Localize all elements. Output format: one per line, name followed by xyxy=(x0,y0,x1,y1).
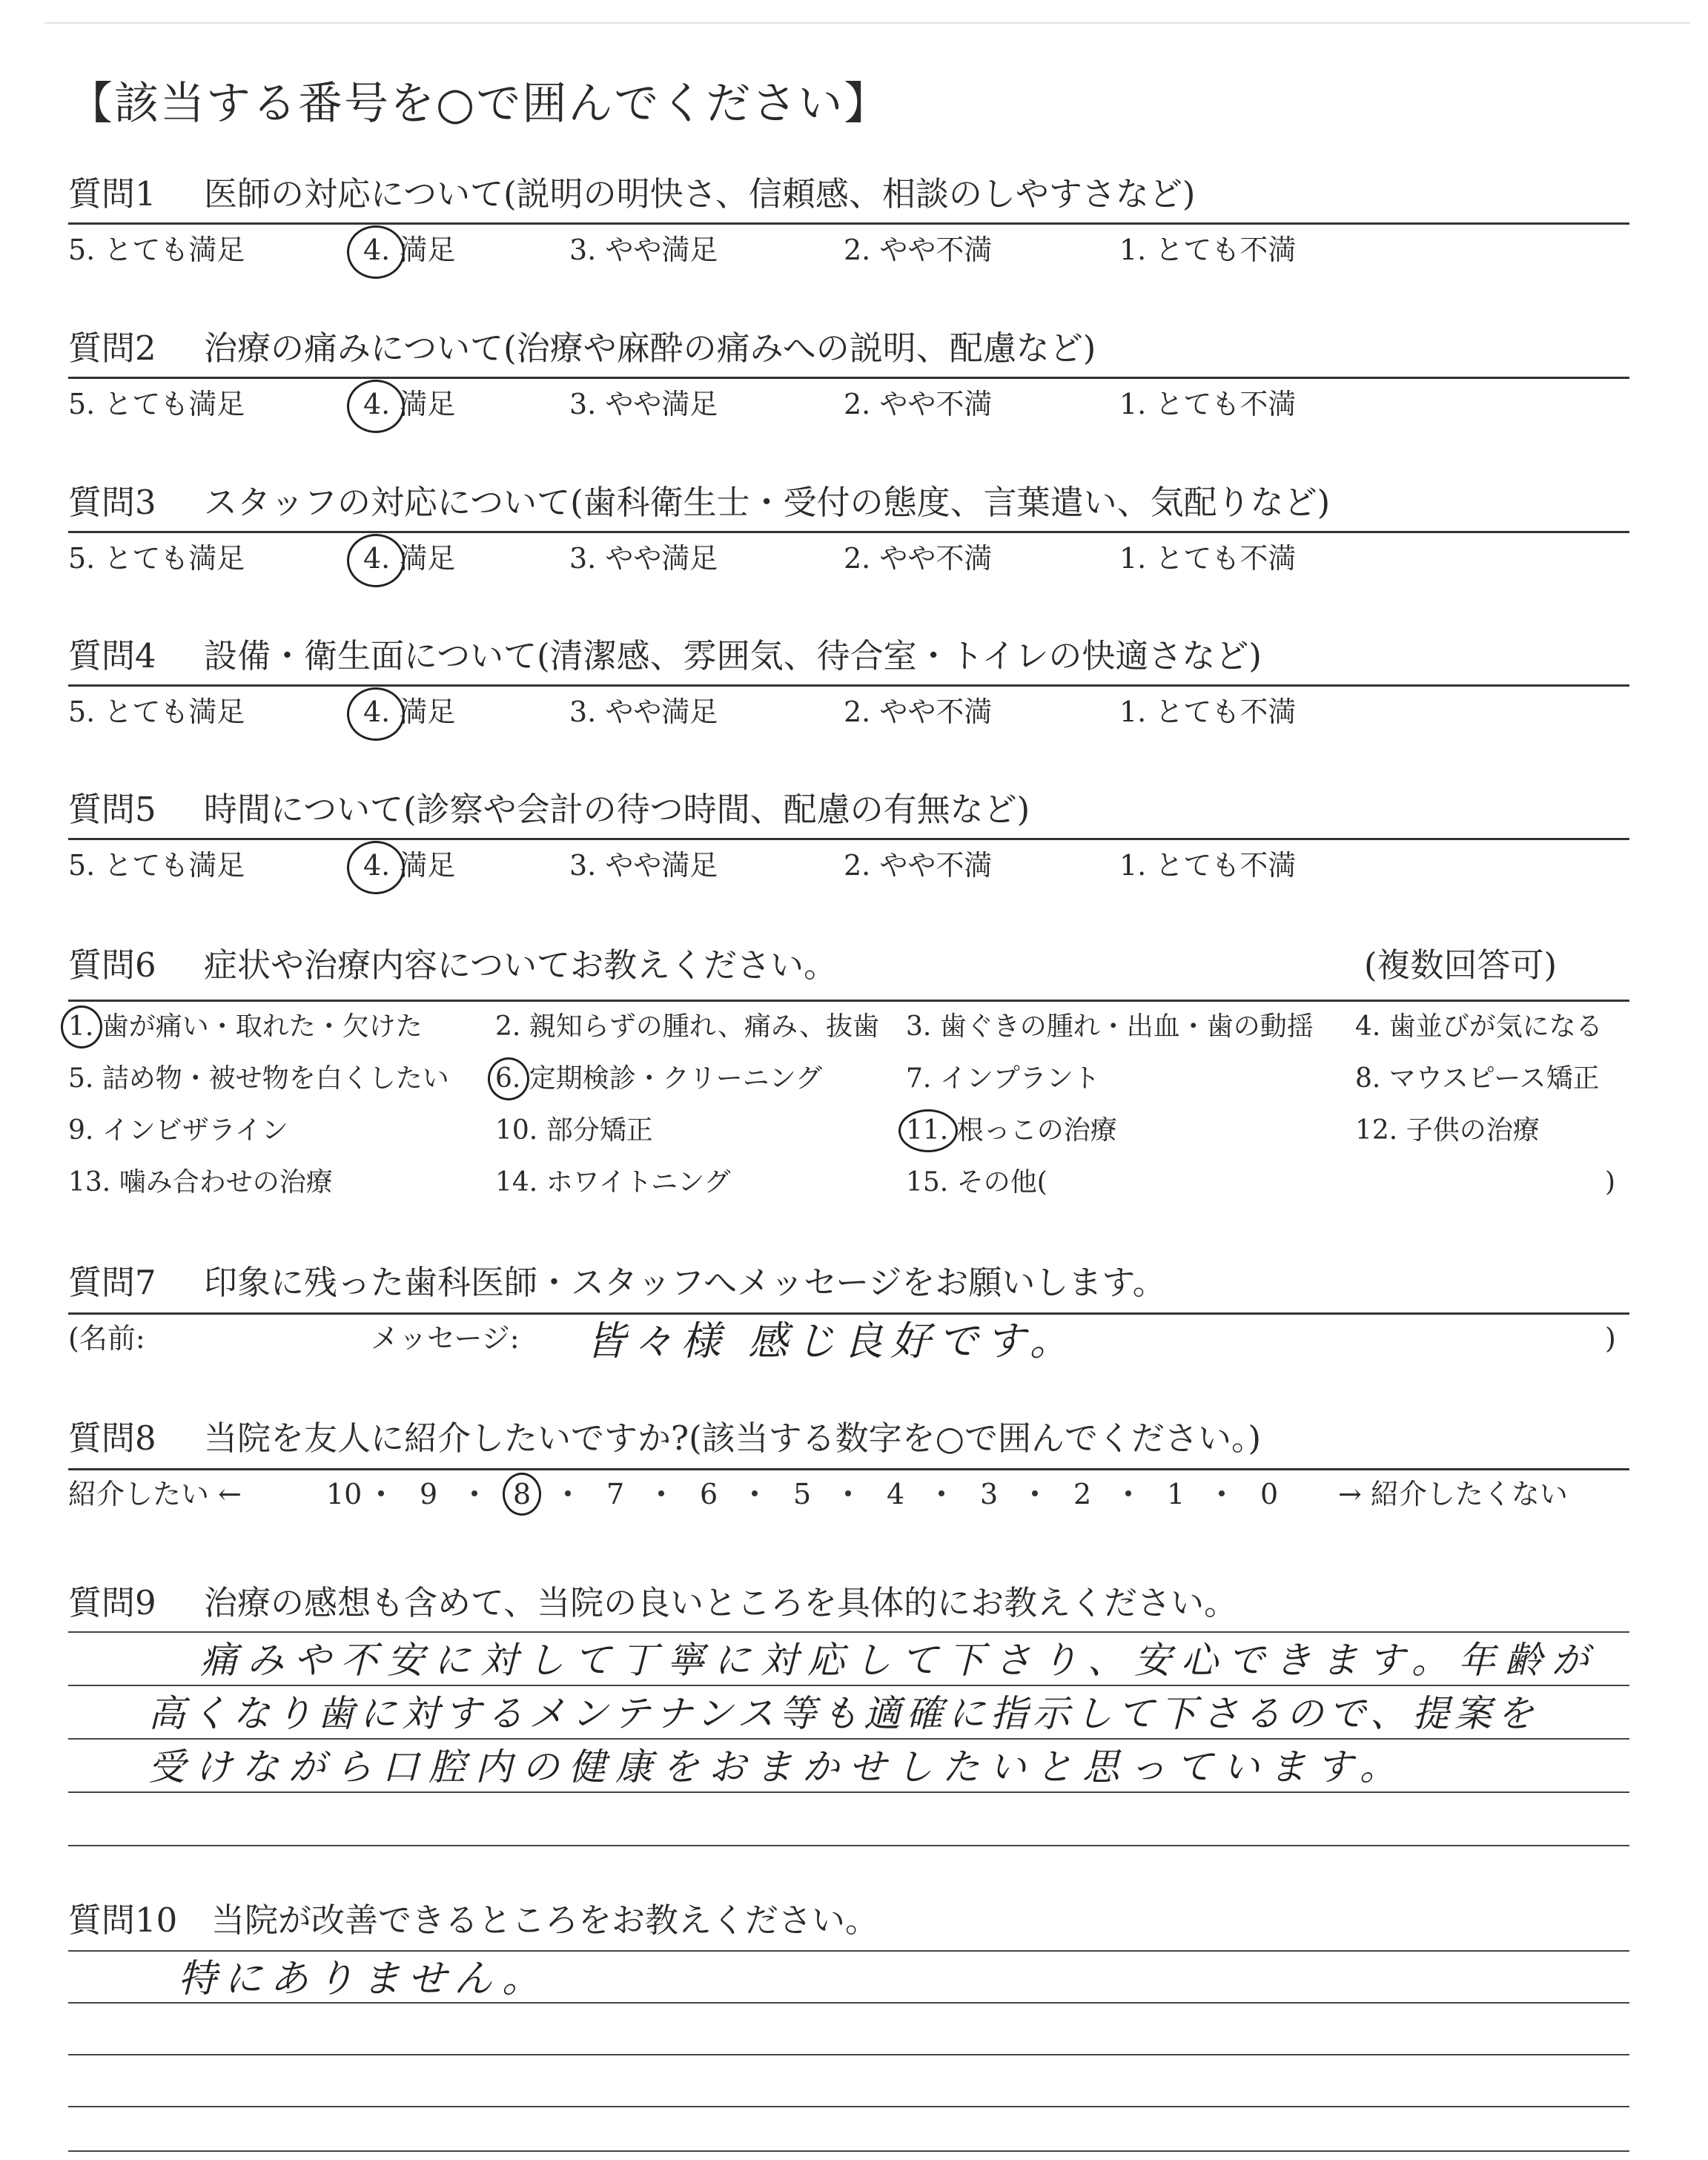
rating-option[interactable]: 5. とても満足 xyxy=(68,234,245,266)
selection-circle xyxy=(347,687,405,741)
q10-label: 質問10 xyxy=(68,1900,178,1940)
q6-option[interactable]: 13. 噛み合わせの治療 xyxy=(68,1167,333,1198)
question-text: 設備・衛生面について(清潔感、雰囲気、待合室・トイレの快適さなど) xyxy=(204,636,1262,676)
q8-scale-dot xyxy=(939,1490,944,1496)
rating-option[interactable]: 1. とても不満 xyxy=(1119,542,1297,575)
q6-option[interactable]: 8. マウスピース矯正 xyxy=(1355,1063,1600,1094)
rating-option[interactable]: 1. とても不満 xyxy=(1119,849,1297,882)
rating-option[interactable]: 5. とても満足 xyxy=(68,696,245,728)
rating-option[interactable]: 4. 満足 xyxy=(363,696,456,728)
rating-option[interactable]: 3. やや満足 xyxy=(569,542,718,575)
page-title: 【該当する番号を○で囲んでください】 xyxy=(68,78,890,130)
q7-close: ) xyxy=(1605,1322,1616,1355)
q10-line-0 xyxy=(68,1950,1629,1952)
q8-scale-value[interactable]: 3 xyxy=(980,1478,999,1510)
rating-option[interactable]: 4. 満足 xyxy=(363,542,456,575)
q6-text: 症状や治療内容についてお教えください。 xyxy=(204,945,838,985)
q6-label: 質問6 xyxy=(68,945,156,985)
question-label: 質問3 xyxy=(68,483,156,522)
q6-note: (複数回答可) xyxy=(1364,945,1558,985)
q6-option[interactable]: 6. 定期検診・クリーニング xyxy=(495,1063,823,1094)
rating-option[interactable]: 5. とても満足 xyxy=(68,849,245,882)
rating-option[interactable]: 1. とても不満 xyxy=(1119,234,1297,266)
q7-message-label: メッセージ: xyxy=(371,1322,520,1355)
q9-label: 質問9 xyxy=(68,1583,156,1622)
question-rule xyxy=(68,838,1629,840)
q6-option[interactable]: 14. ホワイトニング xyxy=(495,1167,731,1198)
q8-label: 質問8 xyxy=(68,1418,156,1458)
rating-option[interactable]: 2. やや不満 xyxy=(844,388,993,420)
q8-scale-dot xyxy=(845,1490,851,1496)
q6-option[interactable]: 1. 歯が痛い・取れた・欠けた xyxy=(68,1011,423,1042)
question-rule xyxy=(68,684,1629,687)
q8-scale-dot xyxy=(471,1490,477,1496)
q8-scale-value[interactable]: 2 xyxy=(1073,1478,1092,1510)
q9-line-1 xyxy=(68,1685,1629,1686)
q8-scale-value[interactable]: 7 xyxy=(606,1478,625,1510)
selection-circle xyxy=(347,534,405,587)
selection-circle xyxy=(347,225,405,279)
q6-selection-circle xyxy=(898,1109,958,1152)
q6-other-close: ) xyxy=(1605,1167,1616,1198)
question-text: 時間について(診察や会計の待つ時間、配慮の有無など) xyxy=(204,790,1030,829)
q9-text: 治療の感想も含めて、当院の良いところを具体的にお教えください。 xyxy=(204,1583,1238,1622)
rating-option[interactable]: 5. とても満足 xyxy=(68,388,245,420)
question-label: 質問2 xyxy=(68,328,156,368)
selection-circle xyxy=(347,380,405,433)
q10-line-2 xyxy=(68,2054,1629,2055)
question-rule xyxy=(68,377,1629,379)
q9-line-2 xyxy=(68,1738,1629,1740)
rating-option[interactable]: 1. とても不満 xyxy=(1119,388,1297,420)
q6-option[interactable]: 15. その他( xyxy=(906,1167,1047,1198)
q9-line-0 xyxy=(68,1631,1629,1633)
q8-selection-circle xyxy=(503,1473,541,1516)
rating-option[interactable]: 4. 満足 xyxy=(363,849,456,882)
q8-scale-dot xyxy=(752,1490,758,1496)
q8-scale-dot xyxy=(658,1490,664,1496)
q6-option[interactable]: 12. 子供の治療 xyxy=(1355,1115,1540,1146)
q9-answer-line: 高くなり歯に対するメンテナンス等も適確に指示して下さるので、提案を xyxy=(148,1692,1539,1735)
q6-option[interactable]: 4. 歯並びが気になる xyxy=(1355,1011,1603,1042)
rating-option[interactable]: 4. 満足 xyxy=(363,234,456,266)
question-text: 治療の痛みについて(治療や麻酔の痛みへの説明、配慮など) xyxy=(204,328,1096,368)
rating-option[interactable]: 3. やや満足 xyxy=(569,234,718,266)
q8-scale-value[interactable]: 4 xyxy=(887,1478,905,1510)
page-top-edge xyxy=(44,22,1690,24)
rating-option[interactable]: 5. とても満足 xyxy=(68,542,245,575)
rating-option[interactable]: 2. やや不満 xyxy=(844,849,993,882)
q8-scale-dot xyxy=(1125,1490,1131,1496)
q7-label: 質問7 xyxy=(68,1263,156,1302)
q6-option[interactable]: 2. 親知らずの腫れ、痛み、抜歯 xyxy=(495,1011,880,1042)
question-text: スタッフの対応について(歯科衛生士・受付の態度、言葉遣い、気配りなど) xyxy=(204,483,1331,522)
q6-rule xyxy=(68,1000,1629,1002)
rating-option[interactable]: 1. とても不満 xyxy=(1119,696,1297,728)
rating-option[interactable]: 4. 満足 xyxy=(363,388,456,420)
q6-option[interactable]: 9. インビザライン xyxy=(68,1115,288,1146)
q6-option[interactable]: 11. 根っこの治療 xyxy=(906,1115,1117,1146)
q8-scale-value[interactable]: 9 xyxy=(420,1478,438,1510)
q8-rule xyxy=(68,1468,1629,1470)
rating-option[interactable]: 2. やや不満 xyxy=(844,696,993,728)
q8-scale-value[interactable]: 8 xyxy=(513,1478,532,1510)
q9-line-4 xyxy=(68,1845,1629,1846)
q8-scale-dot xyxy=(1032,1490,1038,1496)
q6-option[interactable]: 7. インプラント xyxy=(906,1063,1100,1094)
q7-answer: 皆々様 感じ良好です。 xyxy=(586,1318,1077,1364)
q8-scale-dot xyxy=(378,1490,384,1496)
q8-scale-dot xyxy=(1219,1490,1225,1496)
q8-scale-value[interactable]: 6 xyxy=(700,1478,718,1510)
question-rule xyxy=(68,222,1629,225)
q8-scale-value[interactable]: 10 xyxy=(326,1478,363,1510)
rating-option[interactable]: 3. やや満足 xyxy=(569,849,718,882)
q6-selection-circle xyxy=(61,1005,102,1048)
q7-name-label: (名前: xyxy=(68,1322,145,1355)
q9-line-3 xyxy=(68,1791,1629,1793)
q6-option[interactable]: 5. 詰め物・被せ物を白くしたい xyxy=(68,1063,449,1094)
question-label: 質問1 xyxy=(68,174,156,214)
question-label: 質問5 xyxy=(68,790,156,829)
question-label: 質問4 xyxy=(68,636,156,676)
q8-left-label: 紹介したい ← xyxy=(68,1478,242,1510)
q6-option[interactable]: 10. 部分矯正 xyxy=(495,1115,653,1146)
q10-line-4 xyxy=(68,2150,1629,2152)
q9-answer-line: 痛みや不安に対して丁寧に対応して下さり、安心できます。年齢が xyxy=(200,1639,1598,1682)
q7-text: 印象に残った歯科医師・スタッフへメッセージをお願いします。 xyxy=(204,1263,1166,1302)
q8-text: 当院を友人に紹介したいですか?(該当する数字を○で囲んでください。) xyxy=(204,1418,1262,1458)
rating-option[interactable]: 3. やや満足 xyxy=(569,388,718,420)
rating-option[interactable]: 2. やや不満 xyxy=(844,234,993,266)
rating-option[interactable]: 2. やや不満 xyxy=(844,542,993,575)
q9-answer-line: 受けながら口腔内の健康をおまかせしたいと思っています。 xyxy=(148,1745,1406,1789)
q10-line-3 xyxy=(68,2106,1629,2107)
q6-option[interactable]: 3. 歯ぐきの腫れ・出血・歯の動揺 xyxy=(906,1011,1314,1042)
q7-rule xyxy=(68,1312,1629,1315)
q8-scale-dot xyxy=(565,1490,571,1496)
selection-circle xyxy=(347,841,405,894)
rating-option[interactable]: 3. やや満足 xyxy=(569,696,718,728)
question-text: 医師の対応について(説明の明快さ、信頼感、相談のしやすさなど) xyxy=(204,174,1196,214)
q8-scale-value[interactable]: 0 xyxy=(1260,1478,1279,1510)
q10-answer: 特にありません。 xyxy=(178,1957,549,2001)
q10-text: 当院が改善できるところをお教えください。 xyxy=(211,1900,879,1940)
q8-scale-value[interactable]: 5 xyxy=(793,1478,812,1510)
q8-scale-value[interactable]: 1 xyxy=(1167,1478,1185,1510)
q6-selection-circle xyxy=(488,1057,529,1100)
question-rule xyxy=(68,531,1629,533)
q8-right-label: → 紹介したくない xyxy=(1338,1478,1568,1510)
